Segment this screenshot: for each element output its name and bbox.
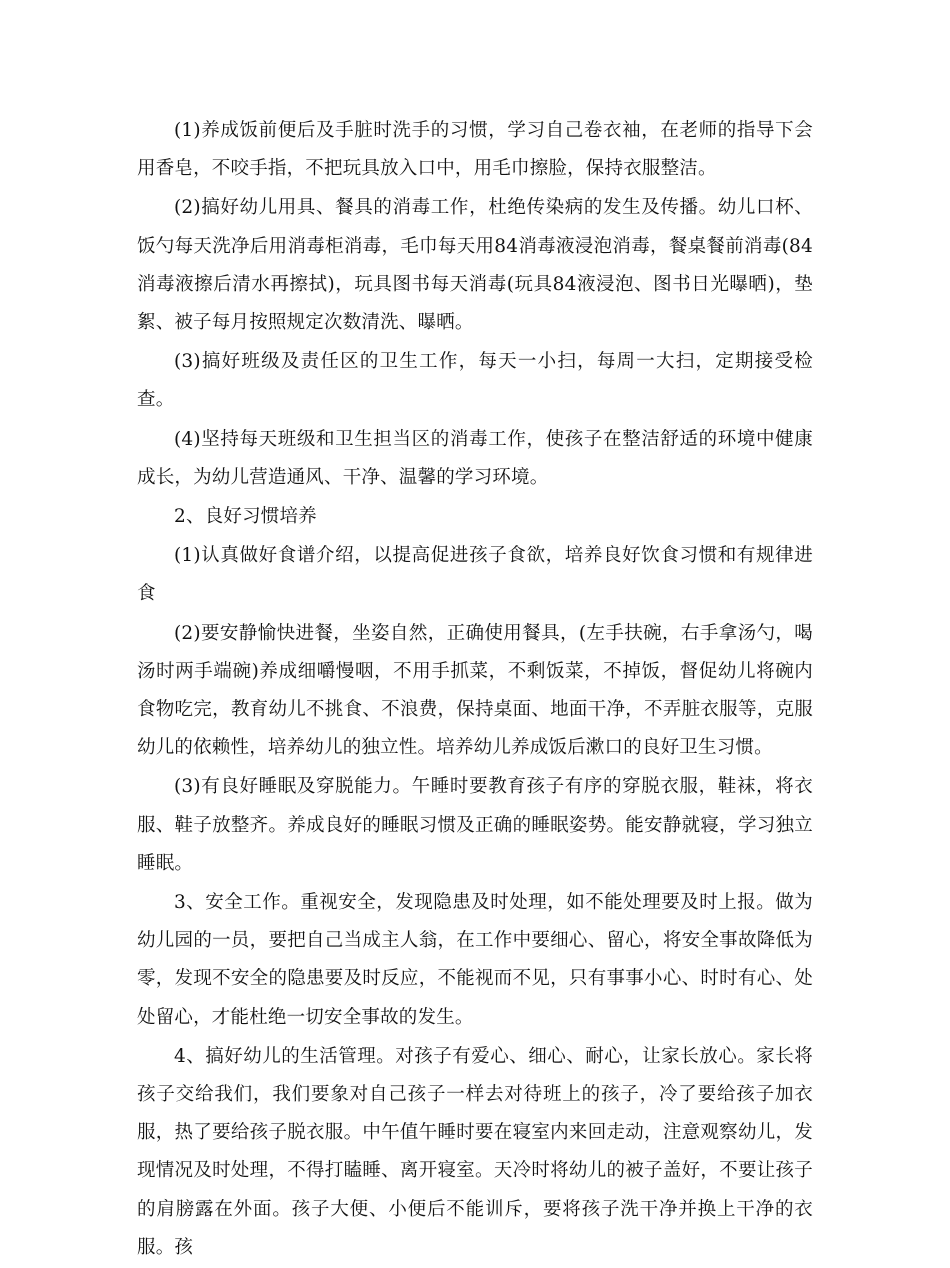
paragraph-sleep-habits: (3)有良好睡眠及穿脱能力。午睡时要教育孩子有序的穿脱衣服，鞋袜，将衣服、鞋子放整齐。养成良好的睡眠习惯及正确的睡眠姿势。能安静就寝，学习独立睡眠。 [137, 776, 813, 874]
document-body [137, 112, 813, 1268]
paragraph-life-management: 4、搞好幼儿的生活管理。对孩子有爱心、细心、耐心，让家长放心。家长将孩子交给我们，我们要象对自己孩子一样去对待班上的孩子，冷了要给孩子加衣服，热了要给孩子脱衣服。中午值午睡时要在寝室内来回走动，注意观察幼儿，发现情况及时处理，不得打瞌睡、离开寝室。天冷时将幼儿的被子盖好，不要让孩子的肩膀露在外面。孩子大便、小便后不能训斥，要将孩子洗干净并换上干净的衣服。孩 [137, 1045, 813, 1258]
paragraph-eating-habits: (2)要安静愉快进餐，坐姿自然，正确使用餐具，(左手扶碗，右手拿汤勺，喝汤时两手端碗)养成细嚼慢咽，不用手抓菜，不剩饭菜，不掉饭，督促幼儿将碗内食物吃完，教育幼儿不挑食、不浪费，保持桌面、地面干净，不弄脏衣服等，克服幼儿的依赖性，培养幼儿的独立性。培养幼儿养成饭后漱口的良好卫生习惯。 [137, 622, 813, 759]
paragraph-disinfection-utensils: (2)搞好幼儿用具、餐具的消毒工作，杜绝传染病的发生及传播。幼儿口杯、饭勺每天洗净后用消毒柜消毒，毛巾每天用84消毒液浸泡消毒，餐桌餐前消毒(84消毒液擦后清水再擦拭)，玩具图书每天消毒(玩具84液浸泡、图书日光曝晒)，垫絮、被子每月按照规定次数清洗、曝晒。 [137, 197, 813, 334]
paragraph-class-cleaning: (3)搞好班级及责任区的卫生工作，每天一小扫，每周一大扫，定期接受检查。 [137, 351, 813, 411]
paragraph-safety-work: 3、安全工作。重视安全，发现隐患及时处理，如不能处理要及时上报。做为幼儿园的一员，要把自己当成主人翁，在工作中要细心、留心，将安全事故降低为零，发现不安全的隐患要及时反应，不能视而不见，只有事事小心、时时有心、处处留心，才能杜绝一切安全事故的发生。 [137, 892, 813, 1028]
paragraph-hygiene-handwashing: (1)养成饭前便后及手脏时洗手的习惯，学习自己卷衣袖，在老师的指导下会用香皂，不咬手指，不把玩具放入口中，用毛巾擦脸，保持衣服整洁。 [137, 120, 813, 180]
section-heading-good-habits: 2、良好习惯培养 [174, 506, 317, 528]
paragraph-daily-disinfection: (4)坚持每天班级和卫生担当区的消毒工作，使孩子在整洁舒适的环境中健康成长，为幼儿营造通风、干净、温馨的学习环境。 [137, 428, 813, 488]
paragraph-menu-introduction: (1)认真做好食谱介绍，以提高促进孩子食欲，培养良好饮食习惯和有规律进食 [137, 545, 813, 605]
